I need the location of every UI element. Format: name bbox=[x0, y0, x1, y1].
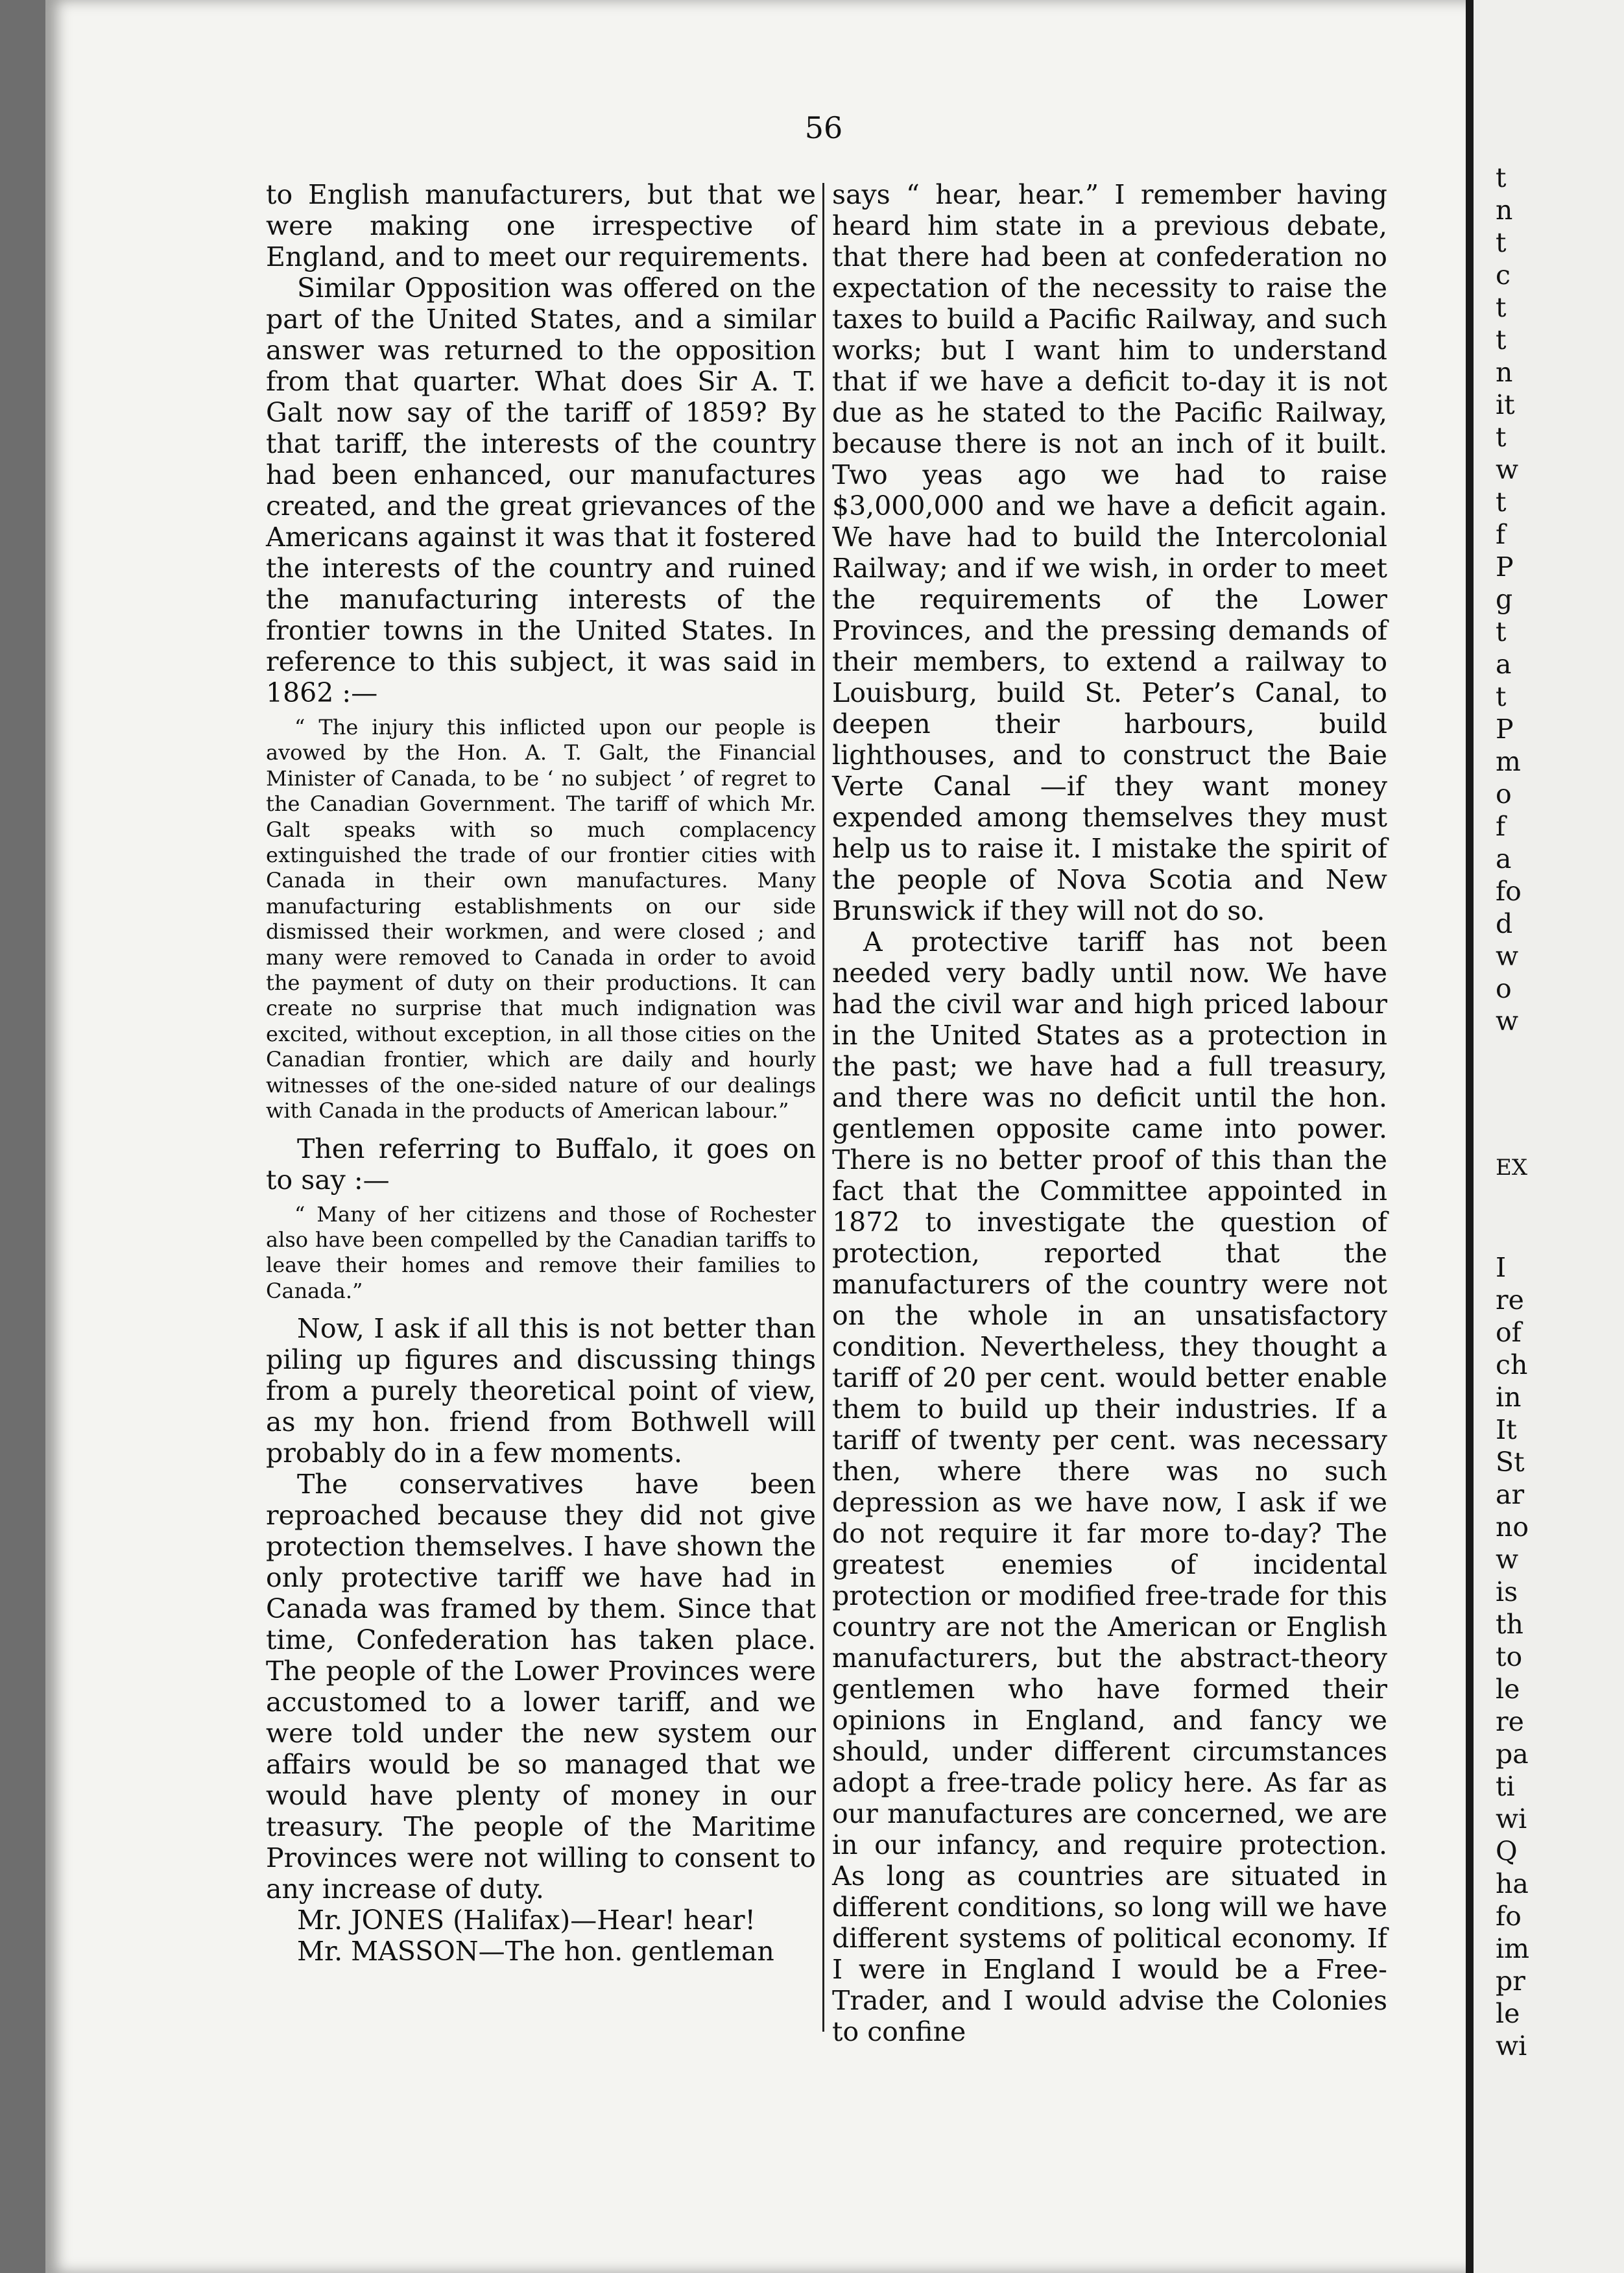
book-gutter bbox=[1466, 0, 1474, 2273]
adjacent-page-fragment: le bbox=[1496, 1998, 1520, 2029]
left-column-paragraph: Similar Opposition was offered on the part of the United States, and a similar answer was returned to the opposition from that quarter. What does Sir A. T. Galt now say of the tariff of 1859? By that tariff, the interests of the country had been enhanced, our manufactures created, and the great grievances of the Americans against it was that it fostered the interests of the country and ruined the manufacturing interests of the frontier towns in the United States. In reference to this subject, it was said in 1862 :— bbox=[266, 272, 816, 708]
adjacent-page-fragment: a bbox=[1496, 649, 1512, 680]
adjacent-page-fragment: it bbox=[1496, 389, 1515, 420]
adjacent-page-fragment: m bbox=[1496, 746, 1521, 777]
adjacent-page-fragment: t bbox=[1496, 162, 1507, 193]
adjacent-page-fragment: wi bbox=[1496, 2030, 1527, 2062]
left-column-paragraph: Now, I ask if all this is not better than piling up figures and discussing things from a purely theoretical point of view, as my hon. friend from Bothwell will probably do in a few moments. bbox=[266, 1313, 816, 1469]
middle-column-paragraph: A protective tariff has not been needed very badly until now. We have had the civil war and high priced labour in the United States as a protection in the past; we have had a full treasury, and there was no deficit until the hon. gentlemen opposite came into power. There is no better proof of this than the fact that the Committee appointed in 1872 to investigate the question of protection, reported that the manufacturers of the country were not on the whole in an unsatisfactory condition. Nevertheless, they thought a tariff of 20 per cent. would better enable them to build up their industries. If a tariff of twenty per cent. was necessary then, where there was no such depression as we have now, I ask if we do not require it far more to-day? The greatest enemies of incidental protection or modified free-trade for this country are not the American or English manufacturers, but the abstract-theory gentlemen who have formed their opinions in England, and fancy we should, under different circumstances adopt a free-trade policy here. As far as our manufactures are concerned, we are in our infancy, and require protection. As long as countries are situated in different conditions, so long will we have different systems of political economy. If I were in England I would be a Free-Trader, and I would advise the Colonies to confine bbox=[832, 926, 1387, 2047]
adjacent-page-fragment: t bbox=[1496, 616, 1507, 647]
adjacent-page-fragment: It bbox=[1496, 1414, 1517, 1445]
adjacent-page-fragment: w bbox=[1496, 941, 1519, 972]
left-column-paragraph: “ Many of her citizens and those of Rochester also have been compelled by the Canadian tariffs to leave their homes and remove their families to Canada.” bbox=[266, 1201, 816, 1303]
adjacent-page-fragment: im bbox=[1496, 1933, 1529, 1964]
adjacent-page-fragment: w bbox=[1496, 1005, 1519, 1037]
adjacent-page-fragment: t bbox=[1496, 324, 1507, 355]
adjacent-page-fragment: d bbox=[1496, 908, 1513, 939]
adjacent-page-fragment: n bbox=[1496, 357, 1513, 388]
adjacent-page-fragment: ti bbox=[1496, 1771, 1515, 1802]
adjacent-page-fragment: fo bbox=[1496, 876, 1522, 907]
adjacent-page-fragment: no bbox=[1496, 1511, 1529, 1543]
adjacent-page-fragment: to bbox=[1496, 1641, 1523, 1672]
adjacent-page-fragment: t bbox=[1496, 487, 1507, 518]
adjacent-page-fragment: ar bbox=[1496, 1479, 1525, 1510]
middle-column-paragraph: says “ hear, hear.” I remember having heard him state in a previous debate, that there had been at confederation no expectation of the necessity to raise the taxes to build a Pacific Railway, and such works; but I want him to understand that if we have a deficit to-day it is not due as he stated to the Pacific Railway, because there is not an inch of it built. Two yeas ago we had to raise $3,000,000 and we have a deficit again. We have had to build the Intercolonial Railway; and if we wish, in order to meet the requirements of the Lower Provinces, and the pressing demands of their members, to extend a railway to Louisburg, build St. Peter’s Canal, to deepen their harbours, build lighthouses, and to construct the Baie Verte Canal —if they want money expended among themselves they must help us to raise it. I mistake the spirit of the people of Nova Scotia and New Brunswick if they will not do so. bbox=[832, 179, 1387, 926]
adjacent-page-fragment: is bbox=[1496, 1576, 1518, 1607]
adjacent-page-fragment: f bbox=[1496, 519, 1506, 550]
adjacent-page-fragment: ch bbox=[1496, 1349, 1528, 1380]
adjacent-page-fragment: t bbox=[1496, 681, 1507, 712]
adjacent-page-fragment: w bbox=[1496, 454, 1519, 485]
left-column bbox=[266, 179, 816, 1967]
left-column-paragraph: Mr. JONES (Halifax)—Hear! hear! bbox=[297, 1905, 756, 1936]
adjacent-page-fragment: wi bbox=[1496, 1803, 1527, 1834]
adjacent-page-fragment: I bbox=[1496, 1252, 1507, 1283]
adjacent-page-fragment: th bbox=[1496, 1609, 1523, 1640]
adjacent-page-fragment: t bbox=[1496, 422, 1507, 453]
middle-column bbox=[832, 179, 1387, 2047]
column-divider bbox=[822, 183, 824, 2032]
adjacent-page-fragment: f bbox=[1496, 811, 1506, 842]
adjacent-page-fragment: St bbox=[1496, 1447, 1525, 1478]
adjacent-page-fragment: of bbox=[1496, 1317, 1522, 1348]
adjacent-page-fragment: t bbox=[1496, 227, 1507, 258]
adjacent-page-fragment: o bbox=[1496, 973, 1512, 1004]
book-page bbox=[45, 0, 1466, 2273]
adjacent-page-fragment: pr bbox=[1496, 1966, 1525, 1997]
adjacent-page-fragment: P bbox=[1496, 714, 1514, 745]
adjacent-page-fragment: t bbox=[1496, 292, 1507, 323]
left-column-paragraph: The conservatives have been reproached because they did not give protection themselves. I have shown the only protective tariff we have had in Canada was framed by them. Since that time, Confederation has taken place. The people of the Lower Provinces were accustomed to a lower tariff, and we were told under the new system our affairs would be so managed that we would have plenty of money in our treasury. The people of the Maritime Provinces were not willing to consent to any increase of duty. bbox=[266, 1469, 816, 1905]
adjacent-page-fragment: re bbox=[1496, 1284, 1524, 1316]
adjacent-page-fragment: fo bbox=[1496, 1901, 1522, 1932]
page-number: 56 bbox=[804, 110, 843, 145]
adjacent-page-fragment: EX bbox=[1496, 1155, 1528, 1181]
adjacent-page-fragment: re bbox=[1496, 1706, 1524, 1737]
left-column-paragraph: to English manufacturers, but that we were making one irrespective of England, and to meet our requirements. bbox=[266, 179, 816, 272]
adjacent-page-fragment: le bbox=[1496, 1674, 1520, 1705]
adjacent-page-fragment: Q bbox=[1496, 1836, 1518, 1867]
adjacent-page-fragment: c bbox=[1496, 259, 1511, 291]
left-column-paragraph: Mr. MASSON—The hon. gentleman bbox=[297, 1936, 774, 1967]
adjacent-page-fragment: w bbox=[1496, 1544, 1519, 1575]
adjacent-page-fragment: in bbox=[1496, 1382, 1522, 1413]
adjacent-page-fragment: ha bbox=[1496, 1868, 1529, 1899]
adjacent-page-fragment: P bbox=[1496, 551, 1514, 583]
adjacent-page-fragment: a bbox=[1496, 843, 1512, 874]
left-column-paragraph: Then referring to Buffalo, it goes on to say :— bbox=[266, 1133, 816, 1196]
adjacent-page-fragment: o bbox=[1496, 778, 1512, 810]
adjacent-page-fragment: n bbox=[1496, 195, 1513, 226]
adjacent-page-edge bbox=[1474, 0, 1624, 2273]
adjacent-page-fragment: pa bbox=[1496, 1738, 1529, 1770]
left-column-paragraph: “ The injury this inflicted upon our people is avowed by the Hon. A. T. Galt, the Financial Minister of Canada, to be ‘ no subject ’ of regret to the Canadian Government. The tariff of which Mr. Galt speaks with so much complacency extinguished the trade of our frontier cities with Canada in their own manufactures. Many manufacturing establishments on our side dismissed their workmen, and were closed ; and many were removed to Canada in order to avoid the payment of duty on their productions. It can create no surprise that much indignation was excited, without exception, in all those cities on the Canadian frontier, which are daily and hourly witnesses of the one-sided nature of our dealings with Canada in the products of American labour.” bbox=[266, 715, 816, 1124]
adjacent-page-fragment: g bbox=[1496, 584, 1513, 615]
